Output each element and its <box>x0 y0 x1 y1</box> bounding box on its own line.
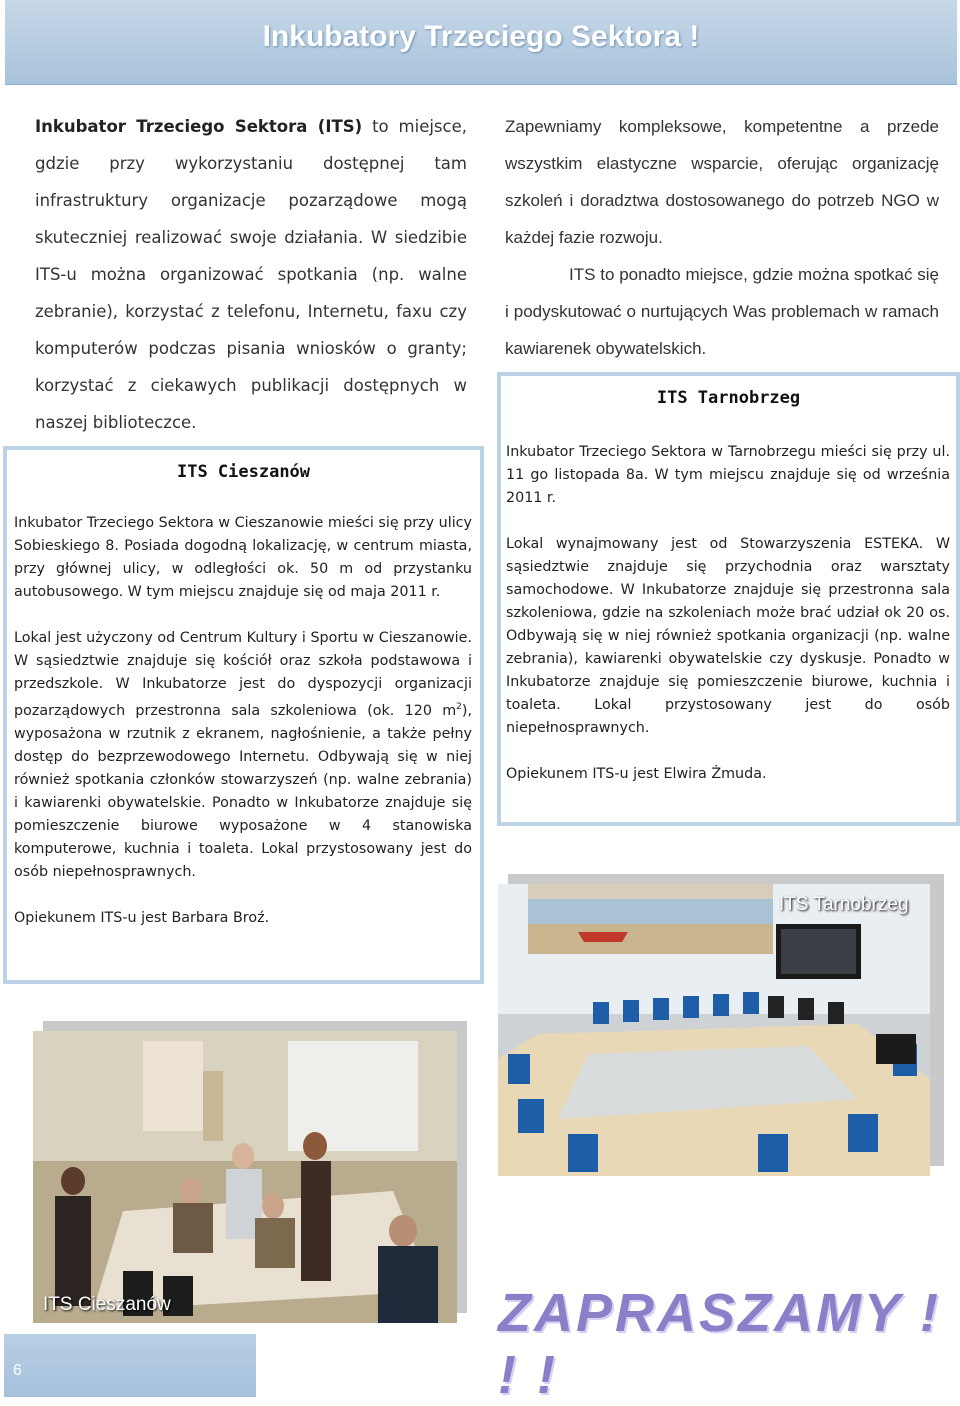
tarnobrzeg-photo <box>498 884 930 1176</box>
cieszanow-paragraph-1: Inkubator Trzeciego Sektora w Cieszanowie mieści się przy ulicy Sobieskiego 8. Posiada dogodną lokalizację, w centrum miasta, przy głównej ulicy, w odległości ok. 50 m od przystanku autobusowego. W tym miejscu znajduje się od maja 2011 r. <box>14 515 472 600</box>
cieszanow-photo <box>33 1031 457 1323</box>
cieszanow-photo-caption: ITS Cieszanów <box>43 1294 171 1315</box>
page-number-tab <box>4 1334 256 1397</box>
cieszanow-paragraph-3: Opiekunem ITS-u jest Barbara Broź. <box>14 909 270 926</box>
tarnobrzeg-paragraph-1: Inkubator Trzeciego Sektora w Tarnobrzegu mieści się przy ul. 11 go listopada 8a. W tym miejscu znajduje się od września 2011 r. <box>506 444 950 506</box>
intro-left-text: to miejsce, gdzie przy wykorzystaniu dostępnej tam infrastruktury organizacje pozarządowe mogą skuteczniej realizować swoje działania. W siedzibie ITS-u można organizować spotkania (np. walne zebranie), korzystać z telefonu, Internetu, faxu czy komputerów podczas pisania wniosków o granty; korzystać z ciekawych publikacji dostępnych w naszej biblioteczce. <box>35 117 467 432</box>
tarnobrzeg-paragraph-2: Lokal wynajmowany jest od Stowarzyszenia ESTEKA. W sąsiedztwie znajduje się przychodnia oraz warsztaty samochodowe. W Inkubatorze znajduje się przestronna sala szkoleniowa, gdzie na szkoleniach może brać udział ok 20 os. Odbywają się w niej również spotkania organizacji (np. walne zebrania), kawiarenki obywatelskie czy dyskusje. Ponadto w Inkubatorze znajduje się pomieszczenie biurowe, kuchnia i toaleta. Lokal przystosowany jest do osób niepełnosprawnych. <box>506 536 950 736</box>
intro-left-paragraph <box>35 108 467 441</box>
intro-right-paragraph-2: ITS to ponadto miejsce, gdzie można spotkać się i podyskutować o nurtujących Was problemach w ramach kawiarenek obywatelskich. <box>505 265 939 358</box>
cieszanow-paragraph-2 <box>14 627 472 884</box>
training-room-image <box>498 884 930 1176</box>
meeting-image <box>33 1031 457 1323</box>
tarnobrzeg-paragraph-3: Opiekunem ITS-u jest Elwira Żmuda. <box>506 766 767 782</box>
cieszanow-box <box>3 446 484 984</box>
page-number: 6 <box>13 1362 22 1379</box>
intro-right-column <box>505 108 939 367</box>
intro-bold-lead: Inkubator Trzeciego Sektora (ITS) <box>35 117 363 136</box>
tarnobrzeg-title: ITS Tarnobrzeg <box>656 388 801 408</box>
superscript-2: 2 <box>456 702 462 712</box>
cieszanow-text <box>14 512 472 930</box>
cieszanow-p2-part1: Lokal jest użyczony od Centrum Kultury i Sportu w Cieszanowie. W sąsiedztwie znajduje się kościół oraz szkoła podstawowa i przedszkole. W Inkubatorze jest do dyspozycji organizacji pozarządowych przestronna sala szkoleniowa (ok. 120 m <box>14 630 472 719</box>
tarnobrzeg-text <box>506 441 950 786</box>
tarnobrzeg-box <box>497 372 960 826</box>
invitation-text: ZAPRASZAMY ! ! ! <box>498 1283 942 1405</box>
page-title: Inkubatory Trzeciego Sektora ! <box>262 20 700 53</box>
header-bar <box>5 0 957 85</box>
cieszanow-p2-part2: ), wyposażona w rzutnik z ekranem, nagłośnienie, a także pełny dostęp do bezprzewodowego Internetu. Odbywają się w niej również spotkania członków stowarzyszeń (np. walne zebrania) i kawiarenki obywatelskie. Ponadto w Inkubatorze znajduje się pomieszczenie biurowe wyposażone w 4 stanowiska komputerowe, kuchnia i toaleta. Lokal przystosowany jest do osób niepełnosprawnych. <box>14 702 472 880</box>
intro-right-paragraph-1: Zapewniamy kompleksowe, kompetentne a przede wszystkim elastyczne wsparcie, oferując organizację szkoleń i doradztwa dostosowanego do potrzeb NGO w każdej fazie rozwoju. <box>505 117 939 247</box>
tarnobrzeg-photo-caption: ITS Tarnobrzeg <box>779 894 909 915</box>
cieszanow-title: ITS Cieszanów <box>176 462 311 482</box>
